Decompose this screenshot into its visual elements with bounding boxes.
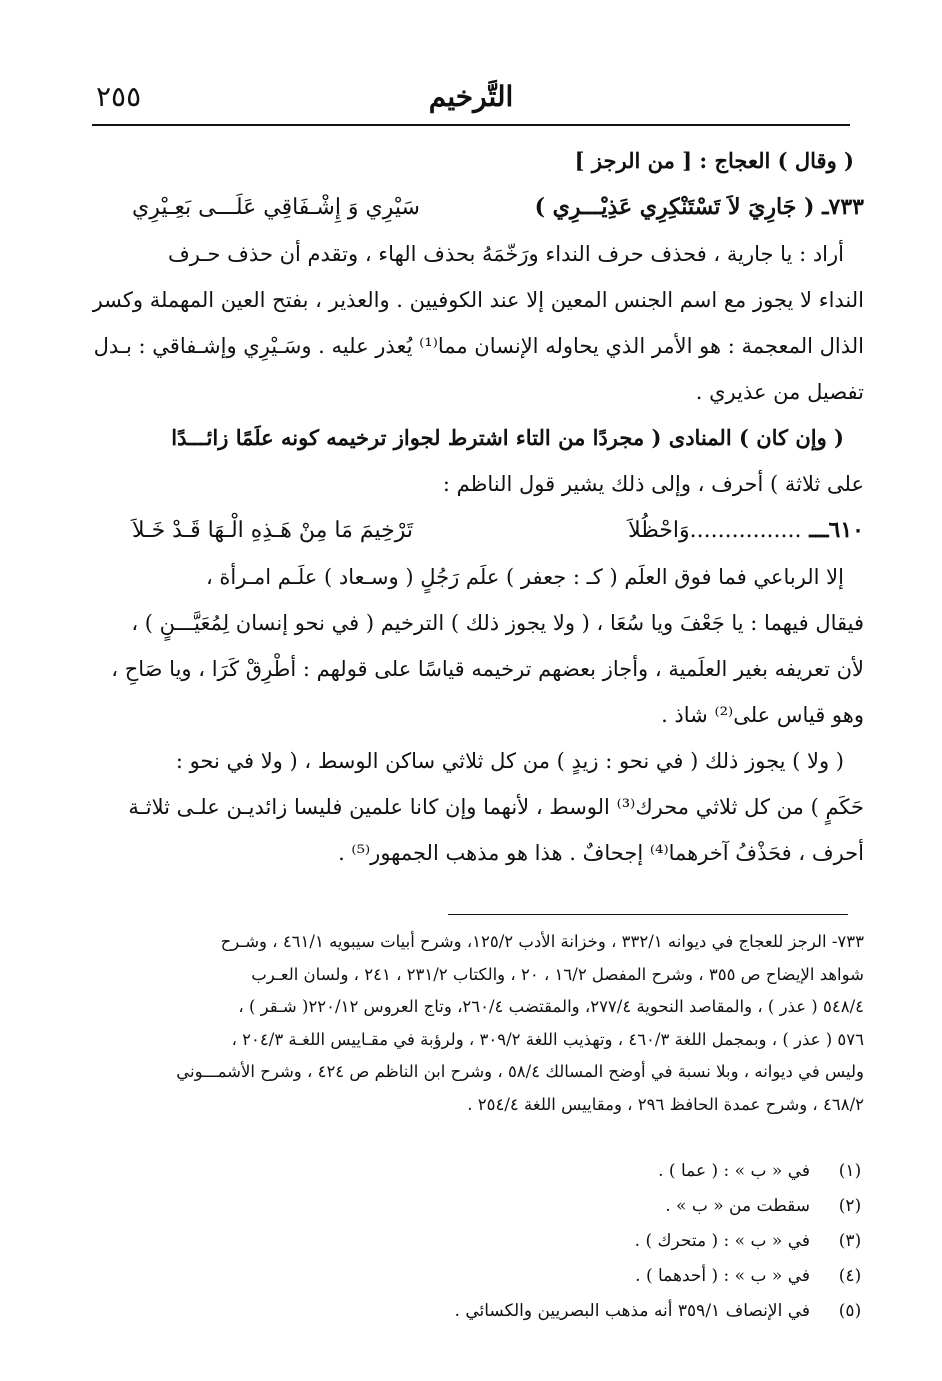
- paragraph-line: لأن تعريفه بغير العلَمية ، وأجاز بعضهم ترخيمه قياسًا على قولهم : أطْرِقْ كَرَا ، ويا صَاحِ ،: [111, 657, 864, 681]
- paragraph-line: النداء لا يجوز مع اسم الجنس المعين إلا عند الكوفيين . والعذير ، بفتح العين المهملة وكسر: [92, 288, 864, 312]
- verse-610: [92, 507, 864, 554]
- footnote-733: [92, 926, 864, 1121]
- paragraph-line: حَكَمٍ ) من كل ثلاثي محرك⁽³⁾ الوسط ، لأنهما وإن كانا علمين فليسا زائديـن علـى ثلاثـة: [128, 795, 864, 819]
- paragraph-line: وهو قياس على⁽²⁾ شاذ .: [661, 703, 864, 727]
- footnote-line: شواهد الإيضاح ص ٣٥٥ ، وشرح المفصل ١٦/٢ ، ٢٠ ، والكتاب ٢٣١/٢ ، ٢٤١ ، ولسان العـرب: [251, 964, 864, 984]
- page-header: [92, 80, 850, 126]
- footnote-line: ٥٧٦ ( عذر ) ، وبمجمل اللغة ٤٦٠/٣ ، وتهذيب اللغة ٣٠٩/٢ ، ولرؤبة في مقـاييس اللغـة ٢٠٤/٣ ،: [231, 1029, 864, 1049]
- paragraph-line: ( ولا ) يجوز ذلك ( في نحو : زيدٍ ) من كل ثلاثي ساكن الوسط ، ( ولا في نحو :: [175, 749, 844, 773]
- paragraph-line: ( وإن كان ) المنادى ( مجردًا من التاء اشترط لجواز ترخيمه كونه علَمًا زائـــدًا: [171, 425, 844, 450]
- note-text: سقطت من « ب » .: [665, 1196, 810, 1216]
- note-number: (٣): [838, 1231, 862, 1251]
- variant-notes: [455, 1154, 864, 1329]
- paragraph-line: إلا الرباعي فما فوق العلَم ( كـ : جعفر ) علَم رَجُلٍ ( وسـعاد ) علَـم امـرأة ،: [205, 565, 844, 589]
- note-number: (٤): [838, 1266, 862, 1286]
- note-text: في « ب » : ( متحرك ) .: [634, 1231, 810, 1251]
- verse-hemistich-1: ( جَارِيَ لاَ تَسْتَنْكِرِي عَذِيْـــرِي ): [534, 194, 815, 220]
- note-item: [455, 1154, 864, 1189]
- paragraph-line: الذال المعجمة : هو الأمر الذي يحاوله الإنسان مما⁽¹⁾ يُعذر عليه . وسَـيْرِي وإشـفاقي : بـدل: [93, 334, 864, 358]
- paragraph-line: أراد : يا جارية ، فحذف حرف النداء ورَخّمَهُ بحذف الهاء ، وتقدم أن حذف حـرف: [167, 242, 844, 266]
- footnote-line: وليس في ديوانه ، وبلا نسبة في أوضح المسالك ٥٨/٤ ، وشرح ابن الناظم ص ٤٢٤ ، وشرح الأشمـــوني: [176, 1062, 864, 1081]
- verse-hemistich-2: سَيْرِي وَ إِشْـفَاقِي عَلَـــى بَعِـيْرِي: [132, 195, 420, 220]
- note-number: (٥): [838, 1301, 862, 1321]
- footnote-line: ٤٦٨/٢ ، وشرح عمدة الحافظ ٢٩٦ ، ومقاييس اللغة ٢٥٤/٤ .: [467, 1094, 864, 1114]
- paragraph-line: على ثلاثة ) أحرف ، وإلى ذلك يشير قول الناظم :: [442, 472, 864, 496]
- note-number: (١): [838, 1161, 862, 1181]
- quote-intro: ( وقال ) العجاج : [ من الرجز ]: [574, 148, 854, 173]
- note-item: [455, 1224, 864, 1259]
- paragraph-line: تفصيل من عذيري .: [695, 380, 864, 404]
- verse-number: ٧٣٣ـ: [822, 194, 864, 220]
- note-number: (٢): [838, 1196, 862, 1216]
- verse-hemistich-1: ................وَاحْظُلاَ: [628, 518, 802, 543]
- footnote-line: ٧٣٣- الرجز للعجاج في ديوانه ٣٣٢/١ ، وخزانة الأدب ١٢٥/٢، وشرح أبيات سيبويه ٤٦١/١ ، وشـرح: [220, 932, 864, 951]
- verse-733: [92, 184, 864, 231]
- note-text: في الإنصاف ٣٥٩/١ أنه مذهب البصريين والكسائي .: [454, 1301, 810, 1321]
- footnote-separator: [448, 914, 848, 915]
- note-item: [455, 1294, 864, 1329]
- paragraph-line: أحرف ، فحَذْفُ آخرهما⁽⁴⁾ إجحافٌ . هذا هو مذهب الجمهور⁽⁵⁾ .: [338, 841, 864, 865]
- footnote-line: ٥٤٨/٤ ( عذر ) ، والمقاصد النحوية ٢٧٧/٤، والمقتضب ٢٦٠/٤، وتاج العروس ٢٢٠/١٢( شـقر ) ،: [238, 997, 864, 1016]
- main-text: [92, 138, 864, 876]
- chapter-title: التَّرخيم: [428, 80, 514, 113]
- verse-number: ٦١٠ـــ: [809, 517, 864, 543]
- verse-hemistich-2: تَرْخِيمَ مَا مِنْ هَـذِهِ الْـهَا قَـدْ خَـلاَ: [132, 518, 414, 543]
- note-item: [455, 1189, 864, 1224]
- note-text: في « ب » : ( أحدهما ) .: [635, 1266, 810, 1286]
- note-item: [455, 1259, 864, 1294]
- note-text: في « ب » : ( عما ) .: [658, 1161, 810, 1181]
- page-number: ٢٥٥: [96, 80, 142, 113]
- paragraph-line: فيقال فيهما : يا جَعْفَ ويا سُعَا ، ( ولا يجوز ذلك ) الترخيم ( في نحو إنسان لِمُعَيَّـــنٍ ) ،: [131, 611, 864, 635]
